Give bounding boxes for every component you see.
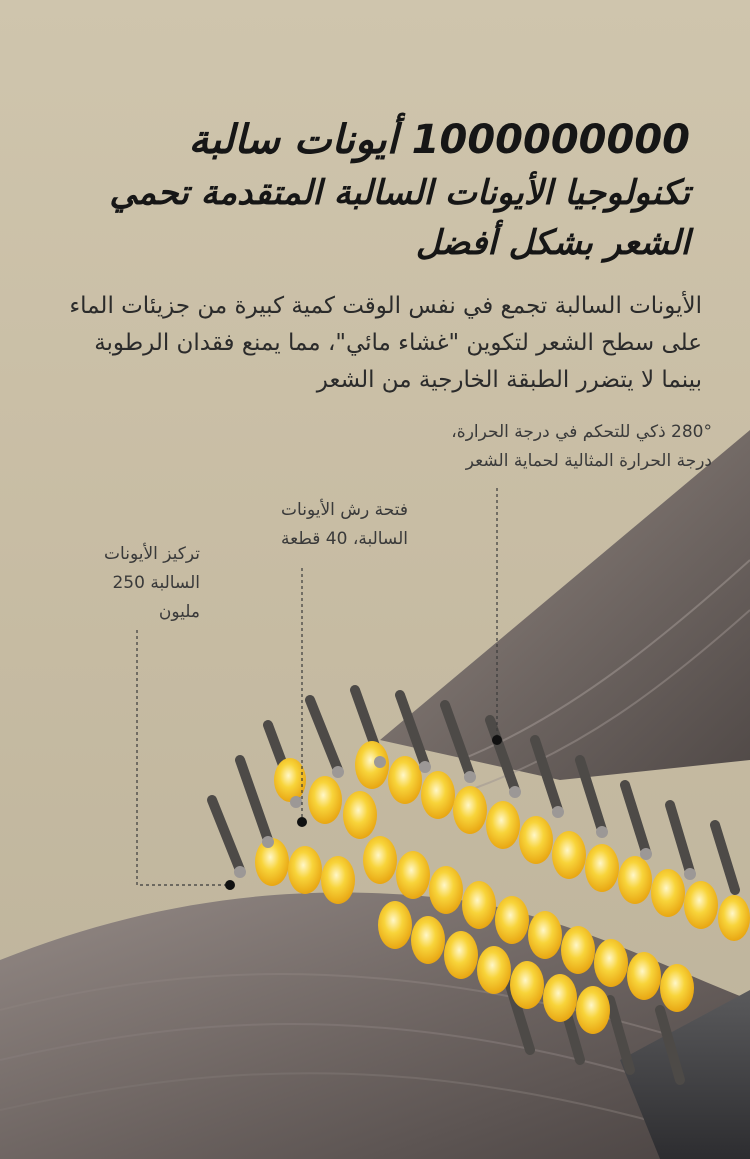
headline-technology: تكنولوجيا الأيونات السالبة المتقدمة تحمي xyxy=(109,173,690,213)
callout-temperature-line1: 280° ذكي للتحكم في درجة الحرارة، xyxy=(451,422,712,442)
hair-upper xyxy=(380,430,750,780)
callout-ion-line3: مليون xyxy=(158,602,200,622)
callout-temperature-line2: درجة الحرارة المثالية لحماية الشعر xyxy=(465,451,712,471)
callout-ion-concentration xyxy=(60,540,200,627)
headline xyxy=(70,112,690,268)
callout-spray-line2: السالبة، 40 قطعة xyxy=(281,529,408,549)
callout-temperature xyxy=(360,418,712,476)
callout-ion-line1: تركيز الأيونات xyxy=(104,544,200,564)
headline-protection: الشعر بشكل أفضل xyxy=(415,223,690,263)
feature-description: الأيونات السالبة تجمع في نفس الوقت كمية كبيرة من جزيئات الماء على سطح الشعر لتكوين "غشاء مائي"، مما يمنع فقدان الرطوبة بينما لا يتضرر الطبقة الخارجية من الشعر xyxy=(69,293,702,393)
callout-spray-line1: فتحة رش الأيونات xyxy=(281,500,408,520)
headline-ion-count: 1000000000 أيونات سالبة xyxy=(188,117,690,163)
callout-spray-holes xyxy=(222,496,408,554)
callout-ion-line2: السالبة 250 xyxy=(112,573,200,593)
